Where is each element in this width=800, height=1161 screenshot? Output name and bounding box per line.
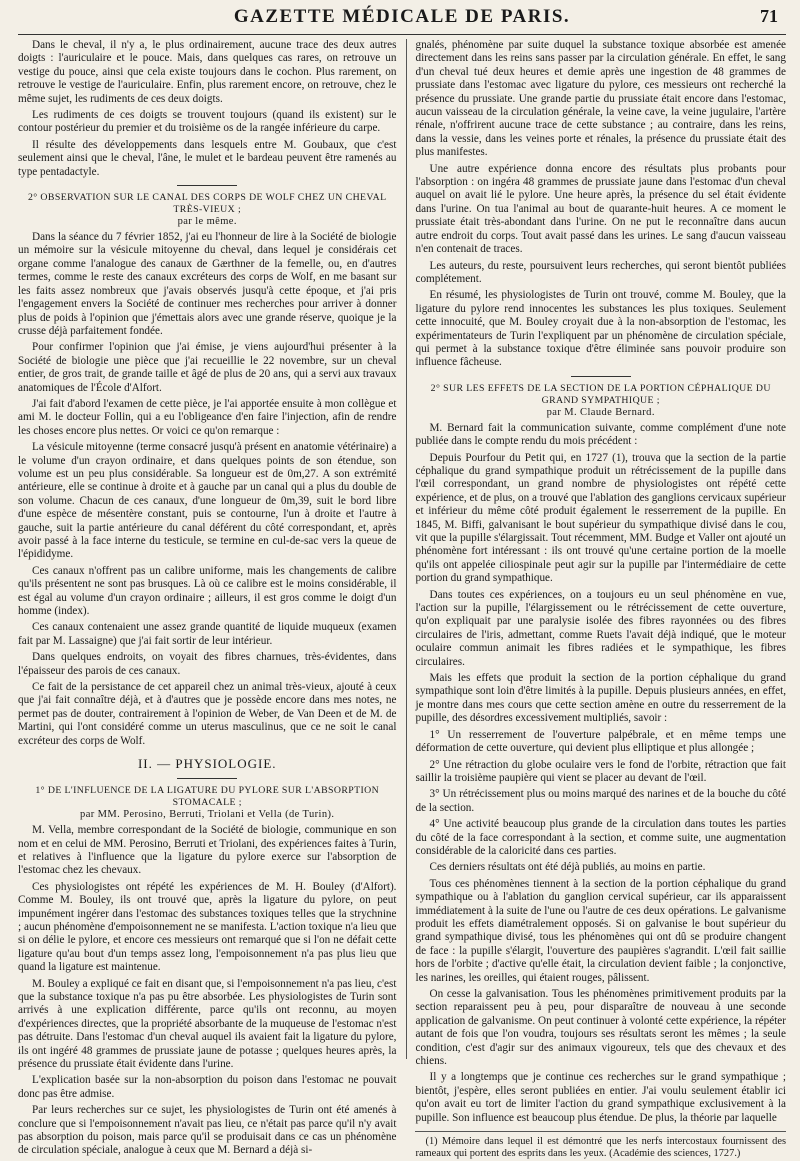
paragraph: Dans le cheval, il n'y a, le plus ordinairement, aucune trace des deux autres doigts : l'auriculaire et le pouce. Mais, dans quelques cas rares, on retrouve un vestige du pouce, ainsi que cela existe toujours dans le cochon. Plus rarement, on retrouve le vestige de l'auriculaire. Enfin, plus rarement encore, on retrouve, chez le même sujet, les rudiments de ces deux doigts. bbox=[18, 39, 397, 105]
paragraph: Ces physiologistes ont répété les expériences de M. H. Bouley (d'Alfort). Comme M. Bouley, ils ont trouvé que, après la ligature du pylore, on peut impunément ingérer dans l'estomac des substances toxiques telles que la strychnine ; aucun phénomène d'empoisonnement ne se manifesta. L'action toxique n'a lieu que si on délie le pylore, et encore ces messieurs ont remarqué que si l'on ne défait cette ligature qu'au bout d'un temps assez long, l'empoisonnement n'a pas plus lieu que quand la ligature est maintenue. bbox=[18, 880, 397, 974]
journal-title: GAZETTE MÉDICALE DE PARIS. bbox=[233, 6, 571, 27]
part-heading: II. — PHYSIOLOGIE. bbox=[137, 756, 277, 772]
paragraph: Les rudiments de ces doigts se trouvent toujours (quand ils existent) sur le contour postérieur du premier et du troisième os de la rangée inférieure du carpe. bbox=[18, 109, 397, 135]
paragraph: M. Vella, membre correspondant de la Société de biologie, communique en son nom et en celui de MM. Perosino, Berruti et Triolani, des expériences faites à Turin, et relatives à l'influence que la ligature du pylore exerce sur l'absorption de l'estomac chez les chevaux. bbox=[18, 824, 397, 877]
section-author: par le même. bbox=[177, 216, 237, 228]
paragraph: Depuis Pourfour du Petit qui, en 1727 (1), trouva que la section de la partie céphalique du grand sympathique produit un rétrécissement de la pupille dans l'œil correspondant, un grand nombre de physiologistes ont répété cette expérience, et de plus, on a trouvé que l'ablation des ganglions cervicaux supérieur et inférieur du même côté produit également le resserrement de la pupille. En 1845, M. Biffi, galvanisant le bout supérieur du sympathique divisé dans le cou, vit que la pupille s'élargissait. Tout récemment, MM. Budge et Valler ont ajouté un phénomène fort intéressant : ils ont trouvé qu'une certaine portion de la moelle qu'ils ont appelée ciliospinale peut agir sur la pupille par l'intermédiaire de cette portion du grand sympathique. bbox=[415, 451, 786, 585]
paragraph: L'explication basée sur la non-absorption du poison dans l'estomac ne pouvait donc pas être admise. bbox=[18, 1074, 397, 1100]
paragraph: Les auteurs, du reste, poursuivent leurs recherches, qui seront bientôt publiées complétement. bbox=[415, 259, 786, 285]
divider bbox=[177, 185, 237, 186]
paragraph: M. Bernard fait la communication suivante, comme complément d'une note publiée dans le compte rendu du mois précédent : bbox=[415, 421, 786, 448]
paragraph: La vésicule mitoyenne (terme consacré jusqu'à présent en anatomie vétérinaire) a le volume d'un crayon ordinaire, et dans quelques points de son étendue, son volume est un peu plus considérable. Sa longueur est de 0m,27. A son extrémité antérieure, elle se continue à droite et à gauche par un canal qui a plus du double de son volume. Chacun de ces canaux, d'une longueur de 0m,39, suit le bord libre d'une espèce de mésentère constant, puis se contourne, l'un à droite et l'autre à gauche, suit la partie antérieure du canal déférent du côté correspondant, et, après avoir passé à la face interne du testicule, se termine en cul-de-sac vers la queue de l'épididyme. bbox=[18, 441, 397, 561]
paragraph: Mais les effets que produit la section de la portion céphalique du grand sympathique sont loin d'être limités à la pupille. Depuis plusieurs années, en effet, je montre dans mes cours que cette section amène en outre du resserrement de la pupille, des désordres excessivement multipliés, savoir : bbox=[415, 672, 786, 725]
paragraph: Ce fait de la persistance de cet appareil chez un animal très-vieux, ajouté à ceux que j'ai fait connaître déjà, et à d'autres que je possède encore dans mes notes, ne permet pas de douter, contrairement à l'opinion de Weber, de Van Deen et de M. de Martini, qui l'ont considéré comme un uterus masculinus, que ce ne soit le canal excréteur des corps de Wolf. bbox=[18, 681, 397, 747]
right-column bbox=[406, 39, 786, 1160]
section-author: par M. Claude Bernard. bbox=[546, 406, 655, 418]
footnote: (1) Mémoire dans lequel il est démontré que les nerfs intercostaux fournissent des rameaux qui portent des esprits dans les yeux. (Académie des sciences, 1727.) bbox=[415, 1136, 786, 1160]
paragraph: Ces canaux contenaient une assez grande quantité de liquide muqueux (examen fait par M. Lassaigne) que j'ai fait sortir de leur intérieur. bbox=[18, 621, 397, 647]
list-item: 2° Une rétraction du globe oculaire vers le fond de l'orbite, rétraction que fait saillir la troisième paupière qui vient se placer au devant de l'œil. bbox=[415, 758, 786, 784]
paragraph: Il y a longtemps que je continue ces recherches sur le grand sympathique ; bientôt, j'espère, elles seront publiées en entier. J'ai voulu seulement établir ici qu'on avait eu tort de limiter l'action du grand sympathique exclusivement à la pupille. Son influence est beaucoup plus étendue. De plus, la théorie par laquelle bbox=[415, 1071, 786, 1124]
paragraph: On cesse la galvanisation. Tous les phénomènes primitivement produits par la section reparaissent peu à peu, pour disparaître de nouveau à une seconde application de galvanisme. On peut continuer à volonté cette expérience, la répéter autant de fois que l'on voudra, toujours ses résultats seront les mêmes ; la seule condition, c'est d'agir sur des animaux vigoureux, tels que des chevaux et des chiens. bbox=[415, 988, 786, 1068]
paragraph: gnalés, phénomène par suite duquel la substance toxique absorbée est amenée directement dans les reins sans passer par la circulation générale. En effet, le sang d'un cheval tué deux heures et demie après une ingestion de 48 grammes de prussiate dans l'estomac avec ligature du pylore, ces messieurs ont recherché la présence du prussiate. Une grande partie du prussiate était encore dans l'estomac, aucun vaisseau de la circulation générale, la veine cave, la veine jugulaire, l'artère rénale, n'offrirent aucune trace de cette substance ; au contraire, dans les reins, dans la vessie, dans les veines porte et rénales, la présence du prussiate était des plus manifestes. bbox=[415, 39, 786, 159]
paragraph: Dans toutes ces expériences, on a toujours eu un seul phénomène en vue, l'action sur la pupille, l'élargissement ou le rétrécissement de cette ouverture, qu'on expliquait par une paralysie isolée des fibres rayonnées ou des fibres circulaires de l'iris, admettant, comme Ruets l'avait déjà indiqué, que le moteur oculaire commun animait les fibres radiées et le sympathique, les fibres circulaires. bbox=[415, 588, 786, 668]
paragraph: Dans quelques endroits, on voyait des fibres charnues, très-évidentes, dans l'épaisseur des parois de ces canaux. bbox=[18, 651, 397, 677]
paragraph: Dans la séance du 7 février 1852, j'ai eu l'honneur de lire à la Société de biologie un mémoire sur la vésicule mitoyenne du cheval, dans lequel je considérais cet organe comme l'analogue des canaux de Gærthner de la femelle, ou, en d'autres termes, comme le reste des canaux excréteurs des corps de Wolf, en me basant sur les faits assez nombreux que j'avais observés jusqu'à cette époque, et j'ai pris l'engagement envers la Société de continuer mes recherches pour arriver à donner plus de poids à l'opinion que j'émettais alors avec une grande réserve, quoique je la crusse déjà parfaitement fondée. bbox=[18, 231, 397, 337]
paragraph: J'ai fait d'abord l'examen de cette pièce, je l'ai apportée ensuite à mon collègue et ami M. le docteur Follin, qui a eu l'obligeance d'en faire l'injection, afin de rendre les choses encore plus nettes. Or voici ce qu'on remarque : bbox=[18, 397, 397, 437]
section-author: par MM. Perosino, Berruti, Triolani et Vella (de Turin). bbox=[80, 809, 335, 821]
section-title: 2° SUR LES EFFETS DE LA SECTION DE LA PORTION CÉPHALIQUE DU GRAND SYMPATHIQUE ; bbox=[430, 382, 771, 406]
paragraph: Par leurs recherches sur ce sujet, les physiologistes de Turin ont été amenés à conclure que si l'empoisonnement n'avait pas lieu, ce n'était pas parce qu'il n'y avait pas absorption du poison, mais parce qu'il se produisait dans ce cas un phénomène de circulation spéciale, analogue à ceux que M. Bernard a déjà si- bbox=[18, 1104, 397, 1157]
columns bbox=[18, 39, 786, 1160]
paragraph: Une autre expérience donna encore des résultats plus probants pour l'absorption : on ingéra 48 grammes de prussiate jaune dans l'estomac d'un cheval auquel on avait lié le pylore. Une heure après, la présence du sel était évidente dans l'urine. On tua l'animal au bout de quarante-huit heures. A ce moment le prussiate était très-abondant dans l'urine. On ne put le reconnaître dans aucun autre endroit du corps. Tout avait passé dans les urines. Le sang d'aucun vaisseau n'en contenait de traces. bbox=[415, 162, 786, 256]
page-number: 71 bbox=[760, 6, 778, 26]
divider bbox=[177, 778, 237, 779]
paragraph: M. Bouley a expliqué ce fait en disant que, si l'empoisonnement n'a pas lieu, c'est que la substance toxique n'a pas pu être absorbée. Les physiologistes de Turin sont arrivés à une explication différente, parce qu'ils ont reconnu, au moyen d'expériences directes, que la propriété absorbante de la muqueuse de l'estomac n'est pas détruite. Dans l'estomac d'un cheval auquel ils avaient fait la ligature du pylore, ils ont ingéré 48 grammes de prussiate jaune de potasse ; quelques heures après, la présence du prussiate était évidente dans l'urine. bbox=[18, 977, 397, 1070]
list-item: 3° Un rétrécissement plus ou moins marqué des narines et de la bouche du côté de la section. bbox=[415, 788, 786, 814]
paragraph: Pour confirmer l'opinion que j'ai émise, je viens aujourd'hui présenter à la Société de biologie une pièce que j'ai recueillie le 22 novembre, sur un cheval entier, de gros trait, de grande taille et âgé de plus de 20 ans, qui a servi aux travaux anatomiques de l'École d'Alfort. bbox=[18, 341, 397, 394]
section-title: 1° DE L'INFLUENCE DE LA LIGATURE DU PYLORE SUR L'ABSORPTION STOMACALE ; bbox=[35, 785, 380, 809]
paragraph: Il résulte des développements dans lesquels entre M. Goubaux, que c'est seulement ainsi que le cheval, l'âne, le mulet et le bardeau peuvent être ramenés au type pentadactyle. bbox=[18, 138, 397, 178]
footnote-rule bbox=[415, 1131, 786, 1132]
masthead bbox=[18, 6, 786, 32]
list-item: 4° Une activité beaucoup plus grande de la circulation dans toutes les parties du côté de la face correspondant à la section, et comme suite, une augmentation considérable de la caloricité dans ces parties. bbox=[415, 818, 786, 857]
section-heading bbox=[415, 383, 786, 419]
divider bbox=[571, 376, 631, 377]
paragraph: Tous ces phénomènes tiennent à la section de la portion céphalique du grand sympathique ou à l'ablation du ganglion cervical supérieur, car ils apparaissent immédiatement à la suite de l'une ou l'autre de ces deux opérations. Le galvanisme produit les effets diamétralement opposés. Si on galvanise le bout supérieur du grand sympathique divisé, tous les phénomènes qui ont dû se produire changent de face : la pupille s'élargit, l'ouverture des paupières s'agrandit. L'œil fait saillie hors de l'orbite ; d'active qu'elle était, la circulation devient faible ; la conjonctive, les narines, les oreilles, qui étaient rouges, pâlissent. bbox=[415, 877, 786, 984]
list-item: 1° Un resserrement de l'ouverture palpébrale, et en même temps une déformation de cette ouverture, qui devient plus elliptique et plus allongée ; bbox=[415, 728, 786, 755]
section-title: 2° OBSERVATION SUR LE CANAL DES CORPS DE WOLF CHEZ UN CHEVAL TRÈS-VIEUX ; bbox=[27, 192, 387, 216]
left-column bbox=[18, 39, 397, 1157]
section-heading bbox=[18, 192, 396, 228]
paragraph: En résumé, les physiologistes de Turin ont trouvé, comme M. Bouley, que la ligature du pylore rend innocentes les substances les plus toxiques. Seulement cette innocuité, que M. Bouley croyait due à la non-absorption de l'estomac, les expérimentateurs de Turin l'expliquent par un phénomène de circulation spéciale, qui permet à la substance toxique d'être éliminée sans pouvoir produire son influence fâcheuse. bbox=[415, 289, 786, 369]
header-rule bbox=[18, 34, 786, 35]
paragraph: Ces derniers résultats ont été déjà publiés, au moins en partie. bbox=[429, 861, 706, 874]
section-heading bbox=[18, 785, 396, 821]
paragraph: Ces canaux n'offrent pas un calibre uniforme, mais les changements de calibre qu'ils présentent ne sont pas brusques. Là où ce calibre est le moins considérable, il est égal au volume d'un crayon ordinaire ; ailleurs, il est gros comme le doigt d'un homme (index). bbox=[18, 564, 397, 618]
